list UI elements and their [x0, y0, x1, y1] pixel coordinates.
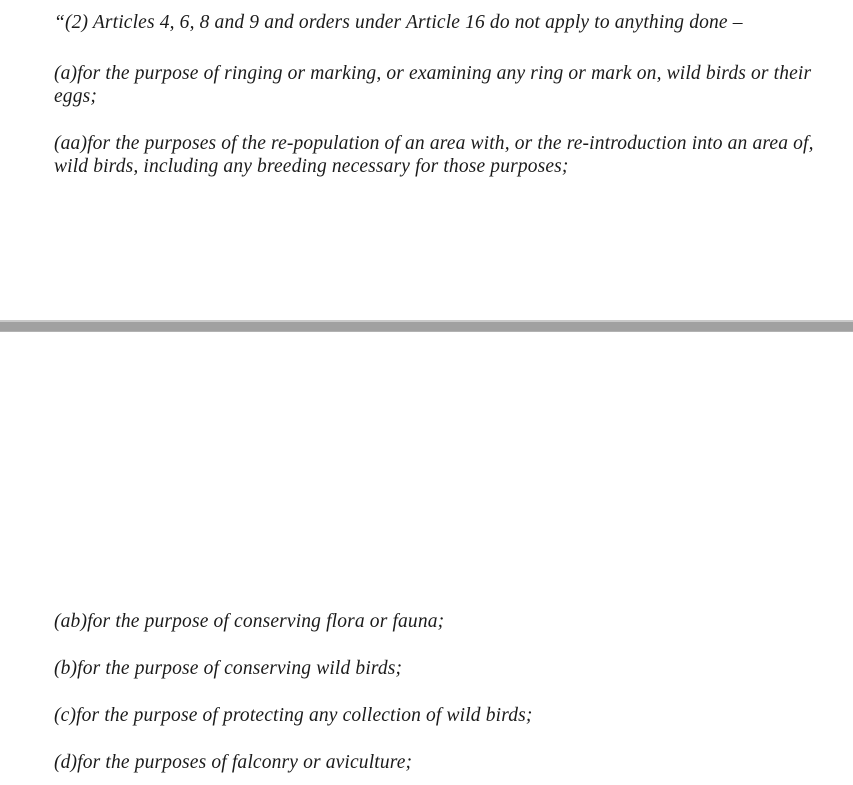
legal-paragraph-d — [54, 751, 825, 774]
legal-paragraph-aa — [54, 132, 825, 178]
paragraph-line: (a)for the purpose of ringing or marking, or examining any ring or mark on, wild birds or their — [54, 63, 812, 84]
paragraph-line: (d)for the purposes of falconry or aviculture; — [54, 752, 413, 773]
legal-paragraph-a — [54, 62, 825, 108]
paragraph-line: (aa)for the purposes of the re-population of an area with, or the re-introduction into an area of, — [54, 133, 814, 154]
page-bottom — [0, 332, 853, 785]
page-top — [0, 0, 853, 320]
paragraph-line: (c)for the purpose of protecting any collection of wild birds; — [54, 705, 533, 726]
legal-paragraph-ab — [54, 610, 825, 633]
paragraph-line: (ab)for the purpose of conserving flora or fauna; — [54, 611, 445, 632]
paragraph-line: wild birds, including any breeding necessary for those purposes; — [54, 156, 569, 177]
paragraph-line: (b)for the purpose of conserving wild birds; — [54, 658, 403, 679]
paragraph-line: eggs; — [54, 86, 97, 107]
legal-paragraph-sub2 — [54, 11, 825, 34]
legal-paragraph-c — [54, 704, 825, 727]
legal-paragraph-b — [54, 657, 825, 680]
paragraph-line: “(2) Articles 4, 6, 8 and 9 and orders under Article 16 do not apply to anything done – — [54, 12, 743, 33]
page-break-divider — [0, 320, 853, 332]
